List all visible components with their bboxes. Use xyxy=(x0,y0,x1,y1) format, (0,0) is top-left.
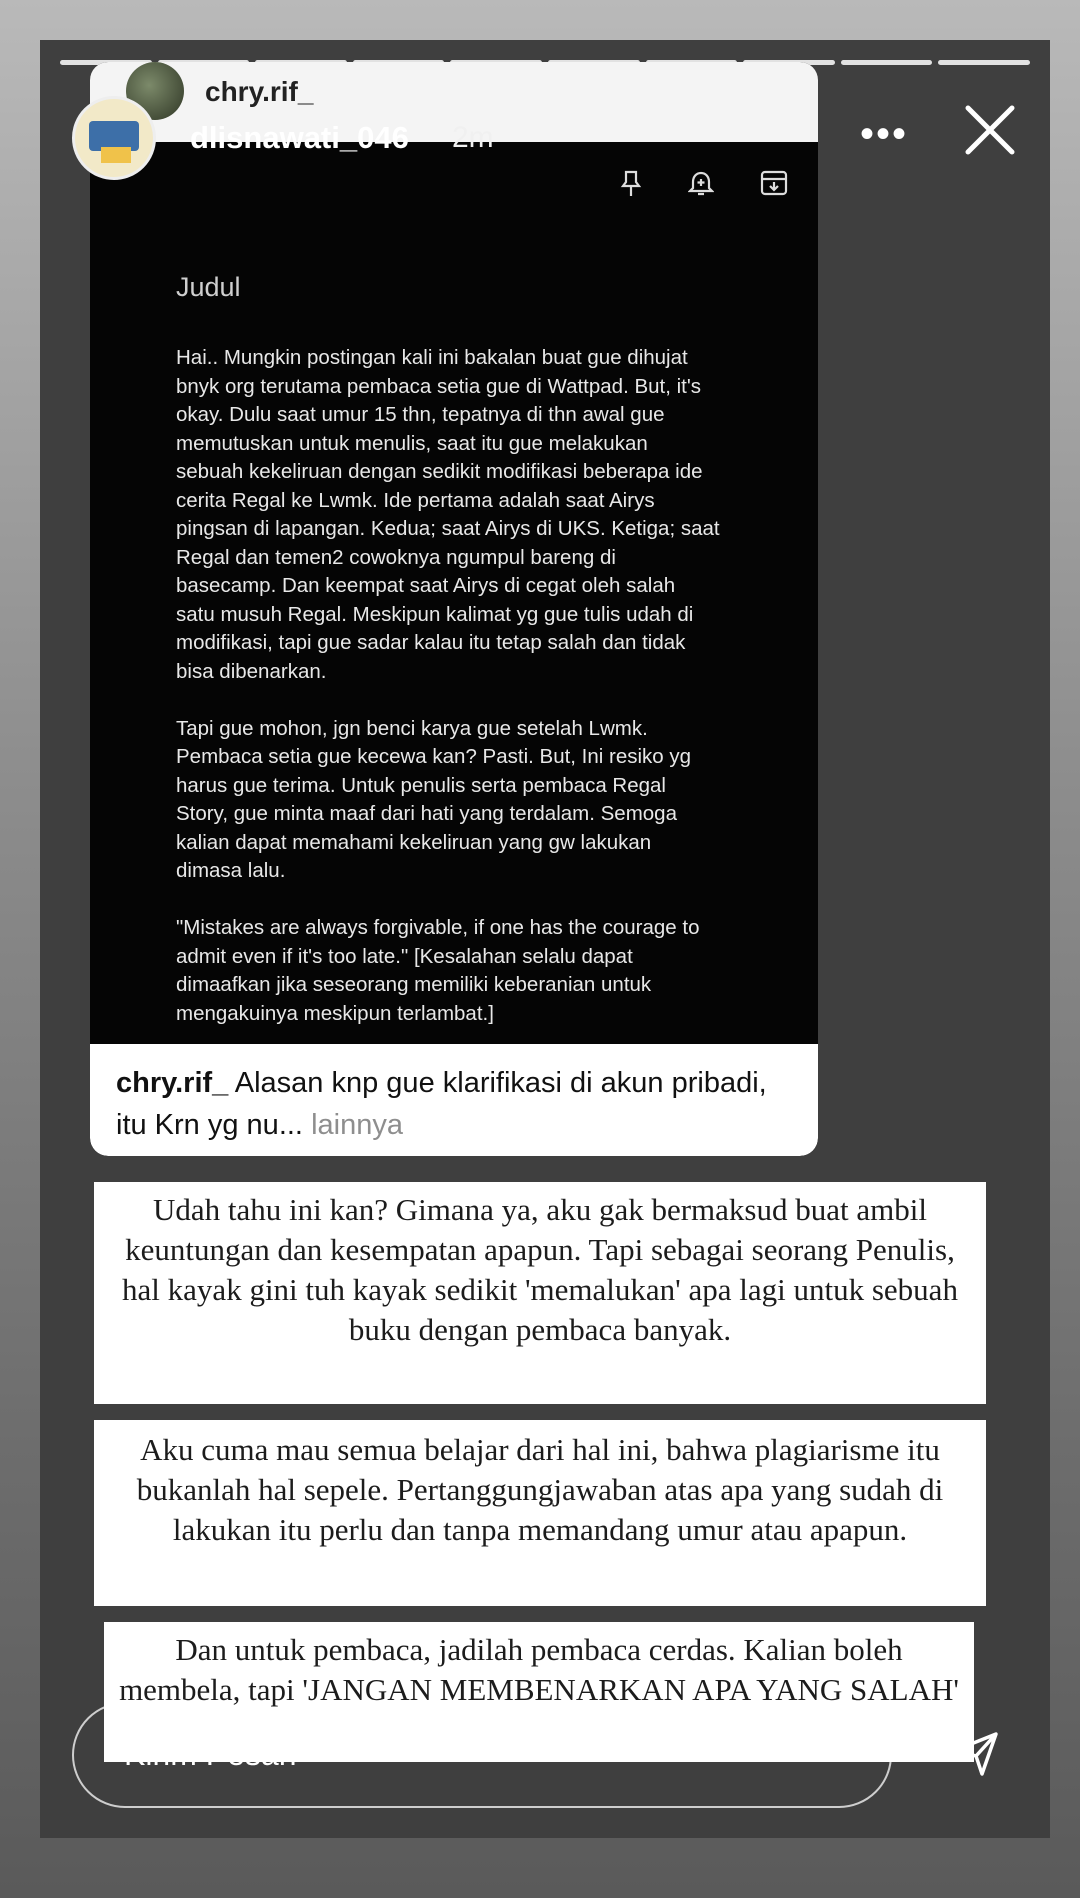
post-caption[interactable] xyxy=(90,1044,818,1156)
avatar-graphic xyxy=(101,147,131,163)
story-text-box: Udah tahu ini kan? Gimana ya, aku gak bermaksud buat ambil keuntungan dan kesempatan apapun. Tapi sebagai seorang Penulis, hal kayak gini tuh kayak sedikit 'memalukan' apa lagi untuk sebuah buku dengan pembaca banyak. xyxy=(94,1182,986,1404)
story-text-box: Aku cuma mau semua belajar dari hal ini, bahwa plagiarisme itu bukanlah hal sepele. Pertanggungjawaban atas apa yang sudah di lakukan itu perlu dan tanpa memandang umur atau apapun. xyxy=(94,1420,986,1606)
close-icon[interactable] xyxy=(960,100,1020,160)
story-avatar[interactable] xyxy=(72,96,156,180)
note-body: Hai.. Mungkin postingan kali ini bakalan buat gue dihujat bnyk org terutama pembaca setia gue di Wattpad. But, it's okay. Dulu saat umur 15 thn, tepatnya di thn awal gue memutuskan untuk menulis, saat itu gue melakukan sebuah kekeliruan dengan sedikit modifikasi beberapa ide cerita Regal ke Lwmk. Ide pertama adalah saat Airys pingsan di lapangan. Kedua; saat Airys di UKS. Ketiga; saat Regal dan temen2 cowoknya ngumpul bareng di basecamp. Dan keempat saat Airys di cegat oleh salah satu musuh Regal. Meskipun kalimat yg gue tulis udah di modifikasi, tapi gue sadar kalau itu tetap salah dan tidak bisa dibenarkan. Tapi gue mohon, jgn benci karya gue setelah Lwmk. Pembaca setia gue kecewa kan? Pasti. But, Ini resiko yg harus gue terima. Untuk penulis serta pembaca Regal Story, gue minta maaf dari hati yang terdalam. Semoga kalian dapat memahami kekeliruan yang gw lakukan dimasa lalu. "Mistakes are always forgivable, if one has the courage to admit even if it's too late." [Kesalahan selalu dapat dimaafkan jika seseorang memiliki keberanian untuk mengakuinya meskipun terlambat.] xyxy=(176,346,720,1025)
story-username[interactable]: dlisnawati_046 xyxy=(190,120,409,155)
caption-username: chry.rif_ xyxy=(116,1067,229,1099)
story-viewer[interactable] xyxy=(40,40,1050,1838)
more-options-icon[interactable]: ••• xyxy=(860,112,909,156)
note-toolbar xyxy=(620,170,788,205)
archive-icon xyxy=(760,170,788,205)
progress-segment xyxy=(938,60,1030,65)
shared-post-screenshot[interactable] xyxy=(90,62,818,1156)
inner-username: chry.rif_ xyxy=(205,76,314,107)
progress-segment xyxy=(841,60,933,65)
story-text-box: Dan untuk pembaca, jadilah pembaca cerdas. Kalian boleh membela, tapi 'JANGAN MEMBENARKAN APA YANG SALAH' xyxy=(104,1622,974,1762)
caption-text: Alasan knp gue klarifikasi di akun pribadi, itu Krn yg nu... xyxy=(116,1067,767,1141)
caption-more-link[interactable]: lainnya xyxy=(311,1109,403,1141)
reminder-icon xyxy=(688,170,714,205)
pin-icon xyxy=(620,170,642,205)
story-timestamp: 2m xyxy=(452,121,494,154)
note-title: Judul xyxy=(176,272,241,302)
